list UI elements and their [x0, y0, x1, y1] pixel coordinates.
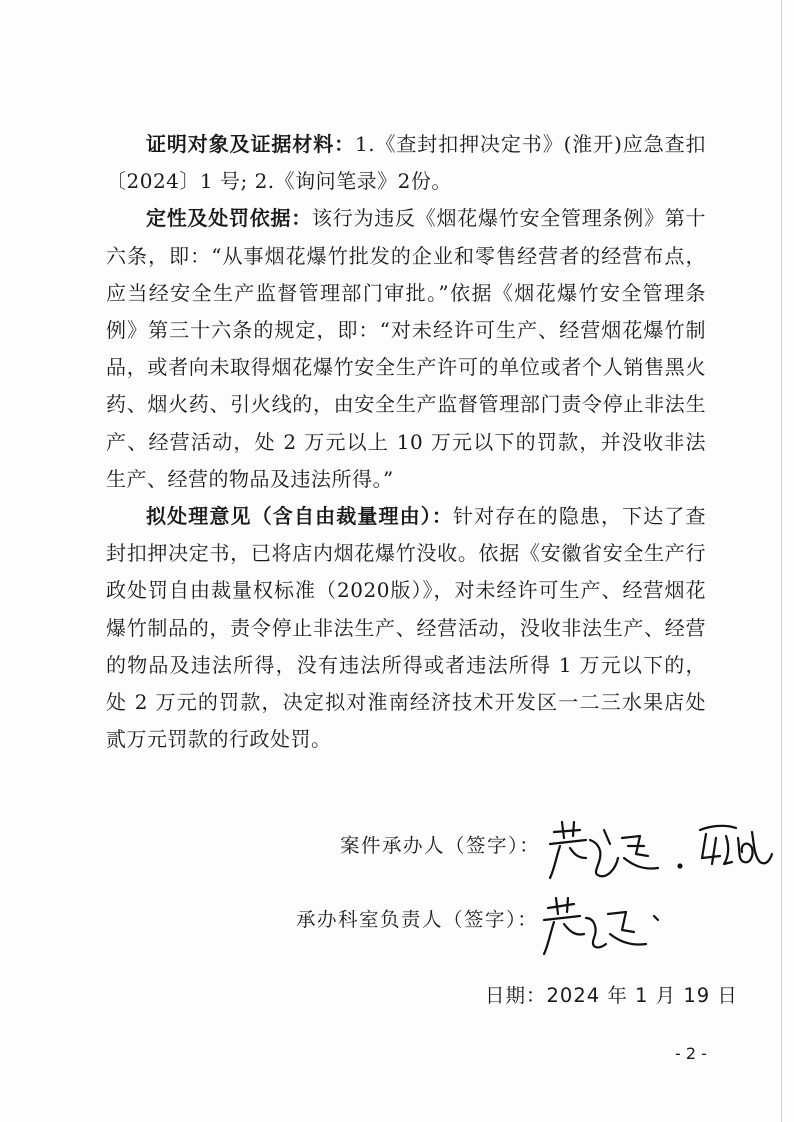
paragraph-text: 针对存在的隐患，下达了查封扣押决定书，已将店内烟花爆竹没收。依据《安徽省安全生产行政处罚自由裁量权标准（2020版）》，对未经许可生产、经营烟花爆竹制品的，责令停止非法生产、经营活动，没收非法生产、经营的物品及违法所得，没有违法所得或者违法所得 1 万元以下的，处 2 万元的罚款，决定拟对淮南经济技术开发区一二三水果店处贰万元罚款的行政处罚。	[106, 504, 707, 752]
paragraph-proposed-decision	[106, 498, 706, 758]
page-edge-divider	[781, 0, 782, 1122]
handler-signature-label: 案件承办人（签字）：	[340, 834, 541, 857]
handler-handwritten-signature	[540, 818, 775, 888]
paragraph-text: 该行为违反《烟花爆竹安全管理条例》第十六条，即：“从事烟花爆竹批发的企业和零售经营者的经营布点，应当经安全生产监督管理部门审批。”依据《烟花爆竹安全管理条例》第三十六条的规定，即：“对未经许可生产、经营烟花爆竹制品，或者向未取得烟花爆竹安全生产许可的单位或者个人销售黑火药、烟火药、引火线的，由安全生产监督管理部门责令停止非法生产、经营活动，处 2 万元以上 10 万元以下的罚款，并没收非法生产、经营的物品及违法所得。”	[106, 206, 706, 491]
paragraph-evidence	[106, 126, 706, 200]
body-text	[106, 126, 706, 758]
paragraph-label: 拟处理意见（含自由裁量理由）：	[146, 504, 454, 529]
paragraph-text: 1.《查封扣押决定书》(淮开)应急查扣〔2024〕1 号; 2.《询问笔录》2份。	[106, 132, 707, 194]
section-head-signature-label: 承办科室负责人（签字）：	[296, 908, 539, 931]
page-number: - 2 -	[675, 1044, 707, 1063]
paragraph-label: 定性及处罚依据：	[146, 206, 312, 231]
paragraph-legal-basis	[106, 200, 706, 498]
paragraph-label: 证明对象及证据材料：	[146, 132, 356, 156]
section-head-handwritten-signature	[536, 892, 666, 962]
signature-date: 日期：2024 年 1 月 19 日	[485, 984, 738, 1007]
